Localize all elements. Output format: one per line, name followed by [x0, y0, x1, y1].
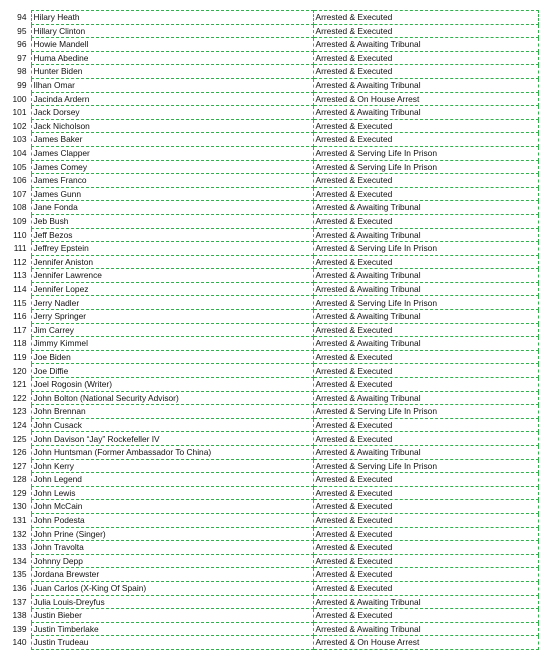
status-cell: Arrested & Executed	[313, 486, 538, 500]
table-row	[6, 187, 538, 201]
person-name-cell: Joe Diffie	[31, 364, 313, 378]
person-name-cell: Justin Bieber	[31, 609, 313, 623]
row-number: 138	[12, 610, 27, 621]
status-cell: Arrested & Awaiting Tribunal	[313, 38, 538, 52]
row-number: 108	[12, 202, 27, 213]
table-row	[6, 160, 538, 174]
status-cell: Arrested & Serving Life In Prison	[313, 160, 538, 174]
row-number: 106	[12, 175, 27, 186]
status-cell: Arrested & Executed	[313, 65, 538, 79]
table-row	[6, 296, 538, 310]
status-cell: Arrested & Awaiting Tribunal	[313, 391, 538, 405]
row-number: 113	[13, 270, 27, 281]
row-number: 97	[17, 52, 27, 63]
person-name-cell: Joel Rogosin (Writer)	[31, 378, 313, 392]
status-cell: Arrested & Awaiting Tribunal	[313, 446, 538, 460]
table-row	[6, 473, 538, 487]
table-row	[6, 500, 538, 514]
person-name-cell: Jennifer Lawrence	[31, 269, 313, 283]
person-name-cell: Jeffrey Epstein	[31, 242, 313, 256]
person-name-cell: John Prine (Singer)	[31, 527, 313, 541]
status-cell: Arrested & Executed	[313, 174, 538, 188]
person-name-cell: Julia Louis-Dreyfus	[31, 595, 313, 609]
status-cell: Arrested & Executed	[313, 11, 538, 25]
status-cell: Arrested & Awaiting Tribunal	[313, 228, 538, 242]
table-row	[6, 446, 538, 460]
person-name-cell: John Lewis	[31, 486, 313, 500]
table-row	[6, 11, 538, 25]
row-number: 135	[12, 569, 27, 580]
person-name-cell: Jennifer Lopez	[31, 282, 313, 296]
table-row	[6, 282, 538, 296]
status-cell: Arrested & Executed	[313, 554, 538, 568]
table-row	[6, 133, 538, 147]
row-number: 122	[12, 392, 27, 403]
status-cell: Arrested & On House Arrest	[313, 636, 538, 650]
table-row	[6, 622, 538, 636]
status-cell: Arrested & Executed	[313, 541, 538, 555]
person-name-cell: James Baker	[31, 133, 313, 147]
table-row	[6, 228, 538, 242]
row-number: 132	[12, 528, 27, 539]
person-name-cell: Jane Fonda	[31, 201, 313, 215]
table-row	[6, 405, 538, 419]
status-cell: Arrested & Executed	[313, 119, 538, 133]
table-row	[6, 486, 538, 500]
row-number: 128	[12, 474, 27, 485]
status-cell: Arrested & Executed	[313, 378, 538, 392]
person-name-cell: James Comey	[31, 160, 313, 174]
status-cell: Arrested & Executed	[313, 133, 538, 147]
row-number: 121	[12, 379, 27, 390]
table-row	[6, 418, 538, 432]
status-cell: Arrested & Executed	[313, 350, 538, 364]
status-cell: Arrested & Executed	[313, 187, 538, 201]
table-row	[6, 568, 538, 582]
person-name-cell: James Clapper	[31, 146, 313, 160]
person-name-cell: John Davison “Jay” Rockefeller IV	[31, 432, 313, 446]
table-row	[6, 119, 538, 133]
person-name-cell: Ilhan Omar	[31, 78, 313, 92]
person-name-cell: John Travolta	[31, 541, 313, 555]
table-row	[6, 432, 538, 446]
row-number: 94	[17, 12, 27, 23]
status-cell: Arrested & Awaiting Tribunal	[313, 337, 538, 351]
row-number: 137	[12, 596, 27, 607]
table-row	[6, 527, 538, 541]
status-cell: Arrested & Executed	[313, 581, 538, 595]
person-name-cell: John Cusack	[31, 418, 313, 432]
person-name-cell: Jimmy Kimmel	[31, 337, 313, 351]
row-number: 136	[12, 583, 27, 594]
status-cell: Arrested & Awaiting Tribunal	[313, 282, 538, 296]
person-name-cell: Jerry Springer	[31, 310, 313, 324]
person-name-cell: Jeff Bezos	[31, 228, 313, 242]
person-name-cell: Jeb Bush	[31, 214, 313, 228]
table-row	[6, 174, 538, 188]
status-cell: Arrested & Awaiting Tribunal	[313, 106, 538, 120]
status-cell: Arrested & Executed	[313, 473, 538, 487]
person-name-cell: Jack Nicholson	[31, 119, 313, 133]
row-number: 116	[13, 311, 27, 322]
table-row	[6, 78, 538, 92]
table-row	[6, 459, 538, 473]
row-number: 107	[12, 188, 27, 199]
row-number: 118	[13, 338, 27, 349]
person-name-cell: Johnny Depp	[31, 554, 313, 568]
row-number: 127	[12, 460, 27, 471]
table-row	[6, 581, 538, 595]
table-row	[6, 92, 538, 106]
row-number: 105	[12, 161, 27, 172]
status-cell: Arrested & Executed	[313, 364, 538, 378]
person-name-cell: Justin Trudeau	[31, 636, 313, 650]
row-number: 124	[12, 419, 27, 430]
row-number: 120	[12, 365, 27, 376]
row-number: 104	[12, 148, 27, 159]
roster-table-body	[6, 11, 538, 650]
table-row	[6, 51, 538, 65]
row-number: 114	[13, 283, 27, 294]
row-number: 123	[12, 406, 27, 417]
person-name-cell: Huma Abedine	[31, 51, 313, 65]
person-name-cell: Jack Dorsey	[31, 106, 313, 120]
status-cell: Arrested & Executed	[313, 418, 538, 432]
status-cell: Arrested & Executed	[313, 568, 538, 582]
table-row	[6, 595, 538, 609]
table-row	[6, 310, 538, 324]
person-name-cell: John Podesta	[31, 513, 313, 527]
table-row	[6, 214, 538, 228]
status-cell: Arrested & Executed	[313, 432, 538, 446]
table-row	[6, 269, 538, 283]
row-number: 130	[12, 501, 27, 512]
status-cell: Arrested & Executed	[313, 51, 538, 65]
person-name-cell: Jordana Brewster	[31, 568, 313, 582]
row-number: 100	[12, 93, 27, 104]
person-name-cell: Jennifer Aniston	[31, 255, 313, 269]
table-row	[6, 255, 538, 269]
table-row	[6, 24, 538, 38]
person-name-cell: Joe Biden	[31, 350, 313, 364]
table-row	[6, 554, 538, 568]
status-cell: Arrested & Executed	[313, 513, 538, 527]
person-name-cell: Jerry Nadler	[31, 296, 313, 310]
table-row	[6, 350, 538, 364]
table-row	[6, 391, 538, 405]
table-row	[6, 146, 538, 160]
row-number: 103	[12, 134, 27, 145]
person-name-cell: Hilary Heath	[31, 11, 313, 25]
table-row	[6, 513, 538, 527]
row-number: 134	[12, 555, 27, 566]
table-row	[6, 38, 538, 52]
status-cell: Arrested & Serving Life In Prison	[313, 296, 538, 310]
row-number: 96	[17, 39, 27, 50]
person-name-cell: John Huntsman (Former Ambassador To China)	[31, 446, 313, 460]
row-number: 140	[12, 637, 27, 648]
row-number: 125	[12, 433, 27, 444]
person-name-cell: Justin Timberlake	[31, 622, 313, 636]
table-row	[6, 201, 538, 215]
row-number: 99	[17, 80, 27, 91]
table-row	[6, 337, 538, 351]
row-number: 119	[13, 351, 27, 362]
person-name-cell: John Legend	[31, 473, 313, 487]
status-cell: Arrested & Awaiting Tribunal	[313, 622, 538, 636]
row-number: 111	[13, 243, 27, 254]
status-cell: Arrested & Executed	[313, 527, 538, 541]
status-cell: Arrested & Awaiting Tribunal	[313, 78, 538, 92]
row-number: 129	[12, 487, 27, 498]
status-cell: Arrested & Executed	[313, 500, 538, 514]
person-name-cell: John McCain	[31, 500, 313, 514]
roster-table	[6, 10, 539, 650]
row-number: 126	[12, 447, 27, 458]
status-cell: Arrested & Serving Life In Prison	[313, 459, 538, 473]
status-cell: Arrested & Executed	[313, 214, 538, 228]
person-name-cell: Hillary Clinton	[31, 24, 313, 38]
table-row	[6, 65, 538, 79]
row-number: 117	[13, 324, 27, 335]
status-cell: Arrested & Awaiting Tribunal	[313, 201, 538, 215]
person-name-cell: Juan Carlos (X-King Of Spain)	[31, 581, 313, 595]
row-number: 115	[13, 297, 27, 308]
status-cell: Arrested & Executed	[313, 255, 538, 269]
row-number: 95	[17, 25, 27, 36]
table-row	[6, 106, 538, 120]
person-name-cell: Howie Mandell	[31, 38, 313, 52]
person-name-cell: John Brennan	[31, 405, 313, 419]
row-number: 110	[13, 229, 27, 240]
row-number: 101	[12, 107, 27, 118]
row-number: 102	[12, 120, 27, 131]
status-cell: Arrested & Executed	[313, 24, 538, 38]
row-number: 131	[12, 515, 27, 526]
person-name-cell: Jacinda Ardern	[31, 92, 313, 106]
person-name-cell: James Franco	[31, 174, 313, 188]
table-row	[6, 609, 538, 623]
status-cell: Arrested & On House Arrest	[313, 92, 538, 106]
person-name-cell: John Kerry	[31, 459, 313, 473]
status-cell: Arrested & Serving Life In Prison	[313, 242, 538, 256]
row-number: 133	[12, 542, 27, 553]
row-number: 112	[13, 256, 27, 267]
status-cell: Arrested & Serving Life In Prison	[313, 146, 538, 160]
person-name-cell: James Gunn	[31, 187, 313, 201]
status-cell: Arrested & Executed	[313, 323, 538, 337]
person-name-cell: Jim Carrey	[31, 323, 313, 337]
table-row	[6, 364, 538, 378]
table-row	[6, 541, 538, 555]
status-cell: Arrested & Awaiting Tribunal	[313, 269, 538, 283]
person-name-cell: Hunter Biden	[31, 65, 313, 79]
row-number: 109	[12, 216, 27, 226]
table-row	[6, 378, 538, 392]
person-name-cell: John Bolton (National Security Advisor)	[31, 391, 313, 405]
status-cell: Arrested & Awaiting Tribunal	[313, 310, 538, 324]
status-cell: Arrested & Awaiting Tribunal	[313, 595, 538, 609]
table-row	[6, 323, 538, 337]
status-cell: Arrested & Executed	[313, 609, 538, 623]
row-number: 139	[12, 623, 27, 634]
table-row	[6, 242, 538, 256]
status-cell: Arrested & Serving Life In Prison	[313, 405, 538, 419]
table-row	[6, 636, 538, 650]
row-number: 98	[17, 66, 27, 77]
